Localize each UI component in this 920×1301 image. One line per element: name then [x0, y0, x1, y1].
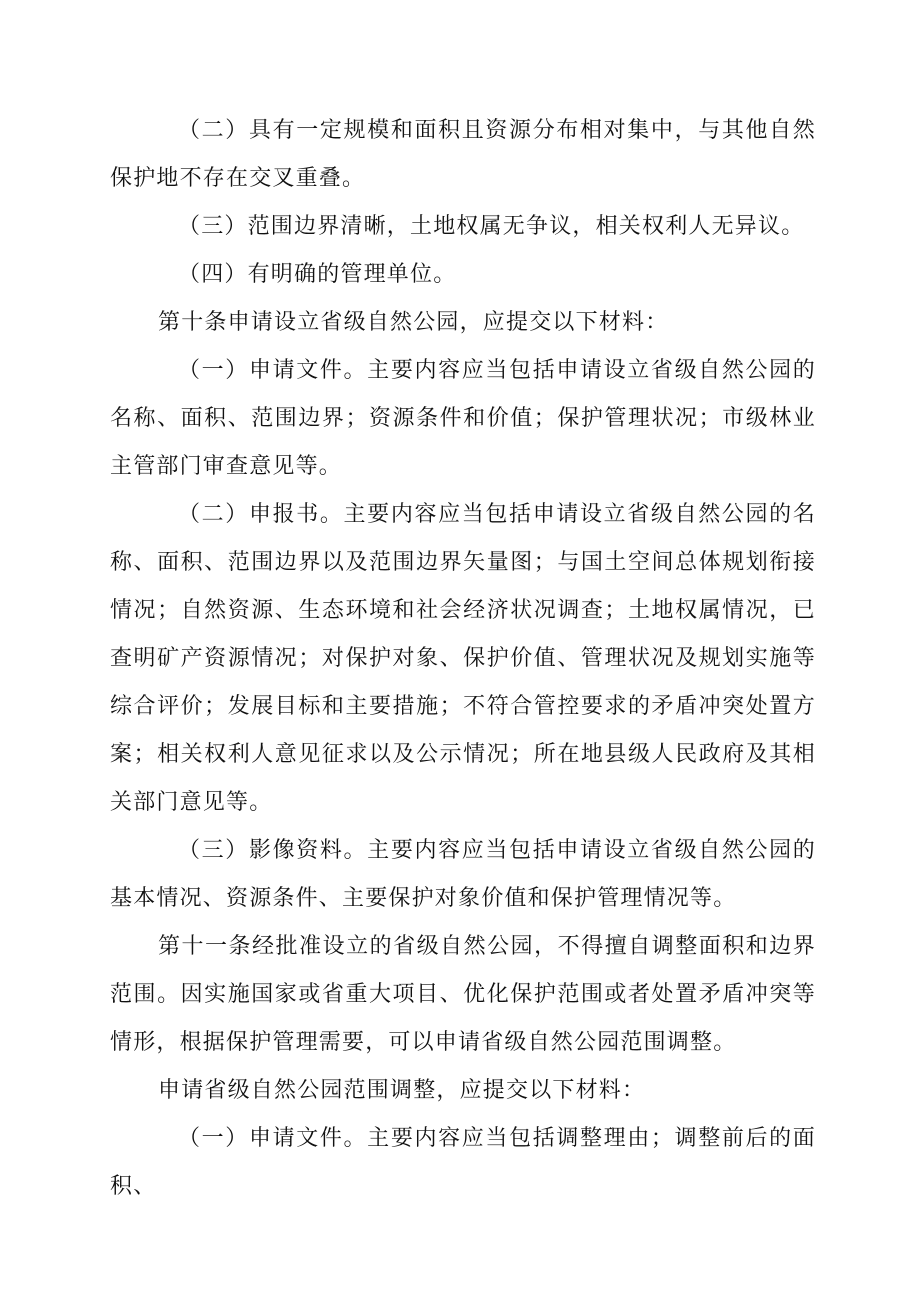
paragraph-adjustment-application: （一）申请文件。主要内容应当包括调整理由；调整前后的面积、 [110, 1126, 816, 1199]
paragraph-image-materials: （三）影像资料。主要内容应当包括申请设立省级自然公园的基本情况、资源条件、主要保护对象价值和保护管理情况等。 [110, 838, 816, 911]
document-body [110, 107, 816, 1211]
paragraph-clause-4: （四）有明确的管理单位。 [178, 262, 457, 287]
paragraph-application-documents: （一）申请文件。主要内容应当包括申请设立省级自然公园的名称、面积、范围边界；资源条件和价值；保护管理状况；市级林业主管部门审查意见等。 [110, 358, 816, 479]
paragraph-article-10: 第十条申请设立省级自然公园，应提交以下材料： [158, 310, 669, 335]
paragraph-declaration: （二）申报书。主要内容应当包括申请设立省级自然公园的名称、面积、范围边界以及范围边界矢量图；与国土空间总体规划衔接情况；自然资源、生态环境和社会经济状况调查；土地权属情况，已查明矿产资源情况；对保护对象、保护价值、管理状况及规划实施等综合评价；发展目标和主要措施；不符合管控要求的矛盾冲突处置方案；相关权利人意见征求以及公示情况；所在地县级人民政府及其相关部门意见等。 [110, 502, 816, 815]
paragraph-clause-3: （三）范围边界清晰，土地权属无争议，相关权利人无异议。 [178, 214, 805, 239]
paragraph-adjustment-materials: 申请省级自然公园范围调整，应提交以下材料： [158, 1078, 646, 1103]
paragraph-article-11: 第十一条经批准设立的省级自然公园，不得擅自调整面积和边界范围。因实施国家或省重大项目、优化保护范围或者处置矛盾冲突等情形，根据保护管理需要，可以申请省级自然公园范围调整。 [110, 934, 816, 1055]
paragraph-clause-2: （二）具有一定规模和面积且资源分布相对集中，与其他自然保护地不存在交叉重叠。 [110, 118, 816, 191]
